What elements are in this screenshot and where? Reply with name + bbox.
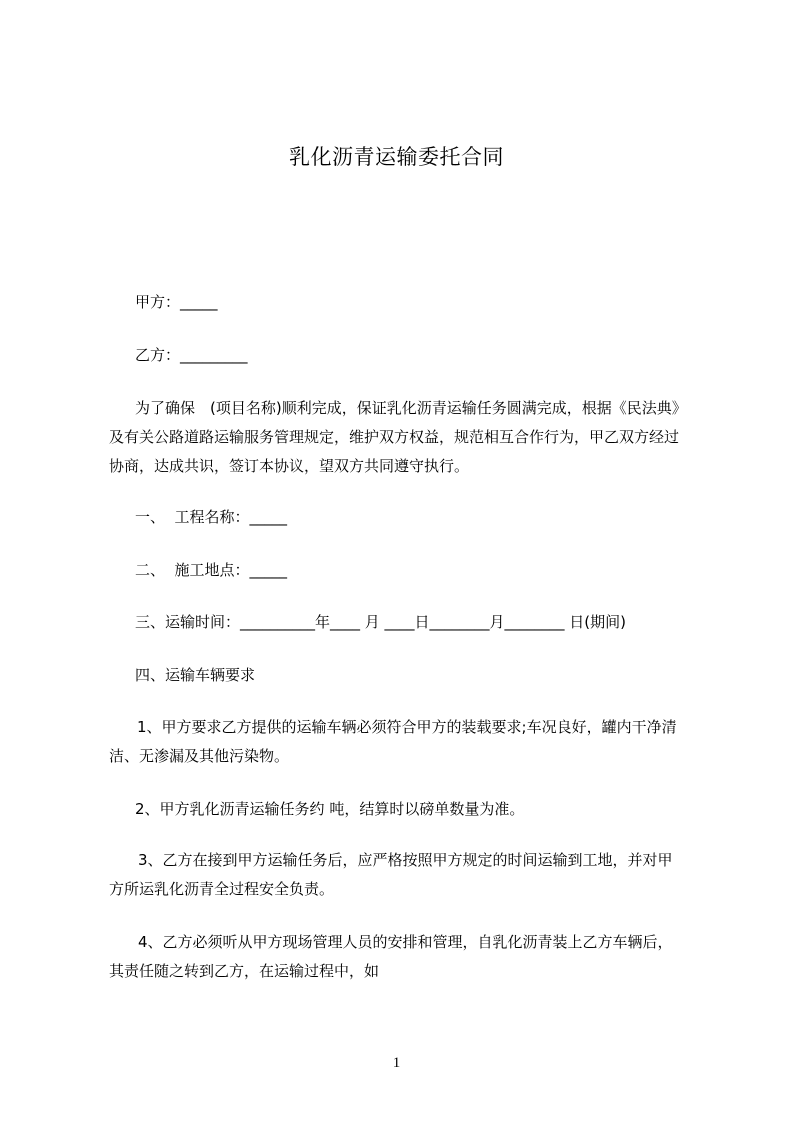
item-2-paragraph: 2、甲方乳化沥青运输任务约 吨，结算时以磅单数量为准。 (135, 800, 525, 818)
section-1-project-name: 一、 工程名称：_____ (135, 508, 288, 526)
party-a-line: 甲方：_____ (135, 293, 218, 311)
section-2-site-location: 二、 施工地点：_____ (135, 561, 288, 579)
intro-paragraph: 为了确保 (项目名称)顺利完成，保证乳化沥青运输任务圆满完成，根据《民法典》及有关公路道路运输服务管理规定，维护双方权益，规范相互合作行为，甲乙双方经过协商，达成共识，签订本协议，望双方共同遵守执行。 (109, 399, 687, 475)
item-3-paragraph: 3、乙方在接到甲方运输任务后，应严格按照甲方规定的时间运输到工地，并对甲方所运乳化沥青全过程安全负责。 (109, 851, 673, 898)
party-b-line: 乙方：_________ (135, 346, 248, 364)
document-title: 乳化沥青运输委托合同 (289, 145, 504, 169)
page-number: 1 (392, 1055, 401, 1071)
item-4-paragraph: 4、乙方必须听从甲方现场管理人员的安排和管理，自乳化沥青装上乙方车辆后，其责任随之转到乙方，在运输过程中，如 (109, 933, 673, 980)
section-3-transport-time: 三、运输时间：__________年____ 月 ____日________月________ 日(期间) (135, 613, 627, 631)
section-4-heading: 四、运输车辆要求 (135, 666, 256, 684)
item-1-paragraph: 1、甲方要求乙方提供的运输车辆必须符合甲方的装载要求;车况良好，罐内干净清洁、无渗漏及其他污染物。 (109, 718, 677, 765)
